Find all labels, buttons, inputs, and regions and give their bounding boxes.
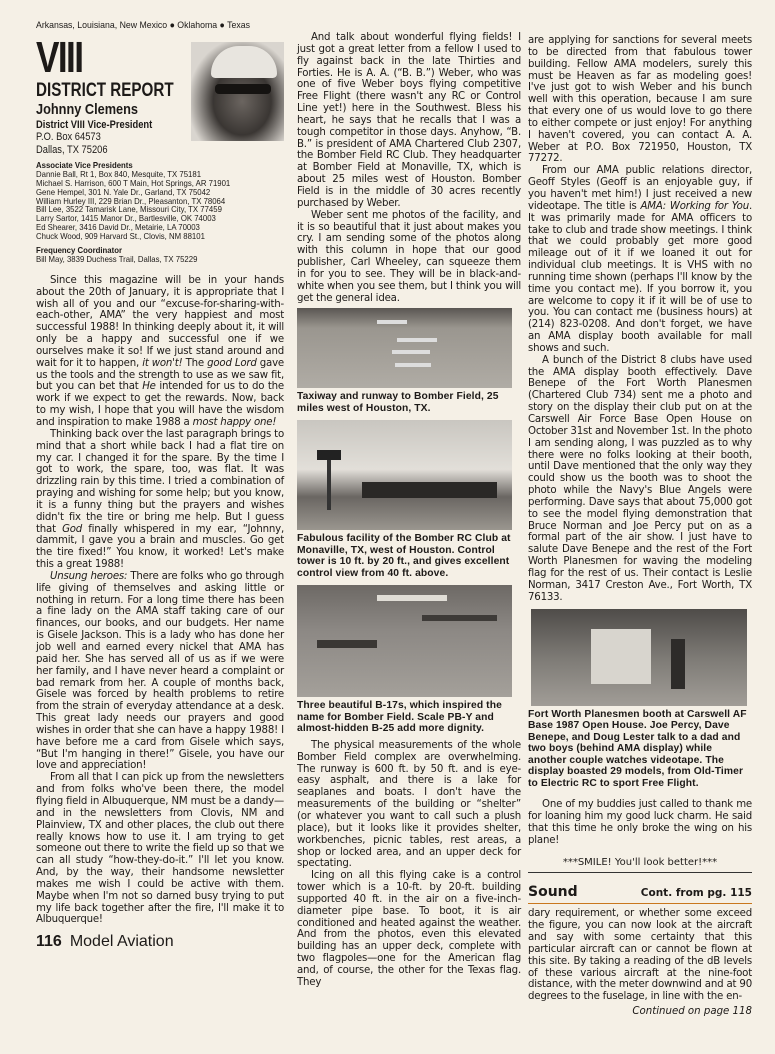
- district-numeral: VIII: [36, 33, 83, 82]
- column-3: [528, 35, 752, 1018]
- page-title: DISTRICT REPORT: [36, 80, 174, 101]
- text-run: . It was primarily made for AMA officers to take to club and trade show meetings. I think that we could probably get more good mileage out of it if we loaned it out for individual club meetings. It is VHS with no running time shown (perhaps I'll know by the time you contact me). If you borrow it, you are welcome to copy it if it will be of use to you. You can contact me (business hours) at (214) 823-0208. And don't forget, we have an AMA display booth available for mall shows and such.: [528, 200, 753, 354]
- associate-vp-line: Bill Lee, 3522 Tamarisk Lane, Missouri City, TX 77459: [36, 205, 222, 215]
- associate-list: [36, 171, 272, 242]
- paragraph: [36, 275, 284, 429]
- vp-title: District VIII Vice-President: [36, 119, 153, 131]
- taxiway-photo: [297, 308, 512, 388]
- facility-photo: [297, 420, 512, 530]
- associate-vp-line: Dannie Ball, Rt 1, Box 840, Mesquite, TX 75181: [36, 169, 202, 179]
- b17s-photo: [297, 585, 512, 697]
- frequency-coordinator-line: Bill May, 3839 Duchess Trail, Dallas, TX 75229: [36, 254, 198, 264]
- text-run: The: [182, 357, 208, 369]
- paragraph: [297, 870, 521, 988]
- text-run: finally whispered in my ear, “Johnny, dammit, I gave you a brain and muscles. Go get the tire fixed!” You know, it worked! Let's make this a great 1988!: [36, 523, 284, 571]
- page-number: 116: [36, 933, 62, 951]
- text-run: From our AMA public relations director, Geoff Styles (Geoff is an enjoyable guy, if you haven't met him!) I just received a new videotape. The title is: [528, 165, 752, 212]
- paragraph: [297, 740, 521, 870]
- italic-text: it won't!: [142, 357, 183, 369]
- associate-vp-line: Gene Hempel, 301 N. Yale Dr., Garland, TX 75042: [36, 187, 211, 197]
- italic-text: good Lord: [207, 357, 257, 369]
- text-run: The physical measurements of the whole Bomber Field complex are overwhelming. The runway is 600 ft. by 50 ft. and is eye-easy asphalt, and there is a lake for seaplanes and boats. I don't have the measurements of the building or “shelter” (or whatever you want to call such a plush place), but it looks like it provides shelter, workbenches, picnic tables, rest areas, a shop or locked area, and an upper deck for spectating.: [297, 739, 521, 870]
- sound-section-header: [528, 883, 752, 904]
- text-run: From all that I can pick up from the newsletters and from folks who've been there, the model flying field in Albuquerque, NM must be a dandy—and in the newsletters from Clovis, NM and Plainview, TX and other places, the club out there really knows how to use it. I am trying to get someone out there to write the field up so that we can all study “how-they-do-it.” I'll let you know. And, by the way, their handsome newsletter makes me wish I could be active with them. Maybe when I'm not so darned busy trying to put my life back together after the fire, I'll make it to Albuquerque!: [36, 772, 284, 926]
- text-run: Since this magazine will be in your hands about the 20th of January, it is appropriate that I wish all of you and our “excuse-for-sharing-with-each-other, AMA” the very happiest and most successful 1988! In thinking deeply about it, it will only be a happy and successful one if we ourselves make it so! If we just stand around and wait for it to happen,: [36, 274, 284, 369]
- associate-vp-line: William Hurley III, 229 Brian Dr., Pleasanton, TX 78064: [36, 196, 226, 206]
- text-run: Thinking back over the last paragraph brings to mind that a short while back I had a flat tire on my car. I changed it for the spare. By the time I got to work, the spare, too, was flat. It was drizzling rain by this time. I tried a combination of praying and wishing for some help; but you know, it is a funny thing but the prayers and wishes didn't fix the tire or bring me help. But I guess that: [36, 428, 284, 535]
- caption-b17s: Three beautiful B-17s, which inspired the name for Bomber Field. Scale PB-Y and almost-hidden B-25 add more dignity.: [297, 700, 502, 735]
- column-2-body-bottom: [297, 740, 521, 989]
- text-run: There are folks who go through life giving of themselves and asking little or nothing in return. For a long time there has been a fine lady on the AMA staff taking care of our finances, our books, and our budgets. Her name is Gisele Jackson. This is a lady who has done her job well and earned every nickel that AMA has paid her. She has served all of us as if we were her family, and I have never heard a complaint or bad remark from her. A couple of months back, Gisele was forced by health problems to retire from the strain of everyday attendance at a desk. This great lady needs our prayers and good wishes in order that she can have a happy 1988! I have before me a card from Gisele which says, “But I'm hanging in there!” Gisele, you have our love and appreciation!: [36, 570, 284, 772]
- text-run: are applying for sanctions for several meets to be directed from that fabulous tower building. Fellow AMA modelers, surely this must be Heaven as far as modeling goes! I've just got to wish Weber and his bunch well with this operation, because I am sure that every one of us would love to go there to either compete or just enjoy! For anything I haven't covered, you can contact A. A. Weber at P.O. Box 721950, Houston, TX 77272.: [528, 35, 752, 165]
- associate-vp-line: Chuck Wood, 909 Harvard St., Clovis, NM 88101: [36, 232, 205, 242]
- italic-text: most happy one!: [192, 416, 277, 428]
- paragraph: [528, 355, 752, 604]
- associate-vp-line: Michael S. Harrison, 600 T Main, Hot Springs, AR 71901: [36, 178, 231, 188]
- vp-address-line: Dallas, TX 75206: [36, 143, 108, 156]
- text-run: Weber sent me photos of the facility, and it is so beautiful that it just about makes you cry. I am sending some of the photos along with this column in hope that our good publisher, Carl Wheeley, can squeeze them in for you to see. They will be in black-and-white when you see them, but I think you will get the general idea.: [297, 209, 521, 304]
- booth-photo: [531, 609, 747, 706]
- text-run: One of my buddies just called to thank me for loaning him my good luck charm. He said that this time he only broke the wing on his plane!: [528, 799, 752, 846]
- italic-text: AMA: Working for You: [640, 200, 749, 212]
- caption-facility: Fabulous facility of the Bomber RC Club at Monaville, TX, west of Houston. Control tower is 10 ft. by 20 ft., and gives excellent control view from 40 ft. above.: [297, 533, 511, 579]
- smile-note: ***SMILE! You'll look better!***: [528, 856, 752, 873]
- italic-text: Unsung heroes:: [50, 570, 128, 582]
- associate-vp-line: Ed Shearer, 3416 David Dr., Metairie, LA 70003: [36, 223, 200, 233]
- column-1-body: [36, 275, 284, 926]
- report-header: [36, 33, 284, 156]
- column-3-body-bottom: [528, 799, 752, 846]
- paragraph: [528, 908, 752, 1003]
- text-run: dary requirement, or whether some exceed the figure, you can now look at the aircraft and say with some certainty that this particular aircraft can or cannot be flown at this site. By taking a reading of the dB levels of these various aircraft at the nine-foot distance, with the meter downwind and at 90 degrees to the fuselage, in line with the en-: [528, 908, 752, 1003]
- paragraph: [36, 429, 284, 571]
- magazine-name: Model Aviation: [69, 933, 174, 951]
- column-1: [36, 20, 284, 951]
- text-run: A bunch of the District 8 clubs have used the AMA display booth effectively. Dave Benepe of the Fort Worth Planesmen (Chartered Club 734) sent me a photo and story on the display their club put on at the Carswell Air Force Base Open House on October 31st and November 1st. In the photo I am sending along, I was puzzled as to why there were no folks looking at their booth, until Dave mentioned that the only way they could show us the booth was to shoot the photo while the Navy's Blue Angels were performing. Dave says that about 75,000 got to see the model flying demonstration that Bruce Norman and Joe Percy put on as a formal part of the air show. I just have to salute Dave Benepe and the rest of the Fort Worth Planesmen for waving the modeling flag for the rest of us. Their contact is Leslie Norman, 3417 Creston Ave., Fort Worth, TX 76133.: [528, 354, 752, 603]
- associate-heading: Associate Vice Presidents: [36, 160, 133, 170]
- caption-taxiway: Taxiway and runway to Bomber Field, 25 miles west of Houston, TX.: [297, 391, 499, 414]
- associate-vp-line: Larry Sartor, 1415 Manor Dr., Bartlesville, OK 74003: [36, 214, 216, 224]
- text-run: intended for us to do the work if we expect to get the rewards. Now, back to my wish, I hope that you will have the wisdom and inspiration to make 1988 a: [36, 381, 284, 428]
- page-footer: [36, 932, 284, 951]
- text-run: And talk about wonderful flying fields! I just got a great letter from a fellow I used to fly against back in the late Thirties and Forties. He is A. A. (“B. B.”) Weber, who was one of five Weber boys flying competitive Free Flight (there wasn't any RC or Control Line yet!) here in the Southwest. Bless his heart, he says that he recalls that I was a tough competitor in those days. Anyhow, “B. B.” is president of AMA Chartered Club 2307, the Bomber Field RC Club. They headquarter at Bomber Field at Monaville, TX, which is about 25 miles west of Houston. Bomber Field is in the middle of 30 acres recently purchased by Weber.: [297, 32, 521, 209]
- column-3-body-top: [528, 35, 752, 604]
- sound-continued-from: Cont. from pg. 115: [640, 887, 752, 900]
- italic-text: He: [142, 381, 156, 393]
- text-run: Icing on all this flying cake is a control tower which is a 10-ft. by 20-ft. building supported 40 ft. in the air on a five-inch-diameter pipe base. To boot, it is air conditioned and heated against the weather. And from the photos, even this elevated building has an upper deck, complete with two flagpoles—one for the American flag and, of course, the other for the Texas flag. They: [297, 870, 521, 988]
- paragraph: [528, 165, 752, 355]
- text-run: gave us the tools and the strength to use as we saw fit, but you can bet that: [36, 357, 284, 393]
- frequency-coordinator: [36, 247, 272, 265]
- caption-booth: Fort Worth Planesmen booth at Carswell AF Base 1987 Open House. Joe Percy, Dave Benepe, and Doug Lester talk to a dad and two boys (behind AMA display) while another couple watches videotape. The display boasted 29 models, from Old-Timer to Electric RC to sport Free Flight.: [528, 708, 747, 789]
- paragraph: [528, 35, 752, 165]
- associate-vps: [36, 162, 272, 242]
- vp-name: Johnny Clemens: [36, 101, 139, 118]
- district-states: Arkansas, Louisiana, New Mexico ● Oklahoma ● Texas: [36, 20, 250, 31]
- column-2: [297, 32, 521, 989]
- paragraph: [36, 772, 284, 926]
- paragraph: [297, 210, 521, 305]
- vp-address-line: P.O. Box 64573: [36, 131, 101, 144]
- sound-title: Sound: [528, 884, 578, 901]
- paragraph: [36, 571, 284, 772]
- sound-continued-on: Continued on page 118: [632, 1006, 752, 1018]
- column-2-body-top: [297, 32, 521, 304]
- italic-text: God: [62, 523, 83, 535]
- frequency-heading: Frequency Coordinator: [36, 246, 123, 256]
- sound-body: [528, 908, 752, 1003]
- paragraph: [528, 799, 752, 846]
- paragraph: [297, 32, 521, 210]
